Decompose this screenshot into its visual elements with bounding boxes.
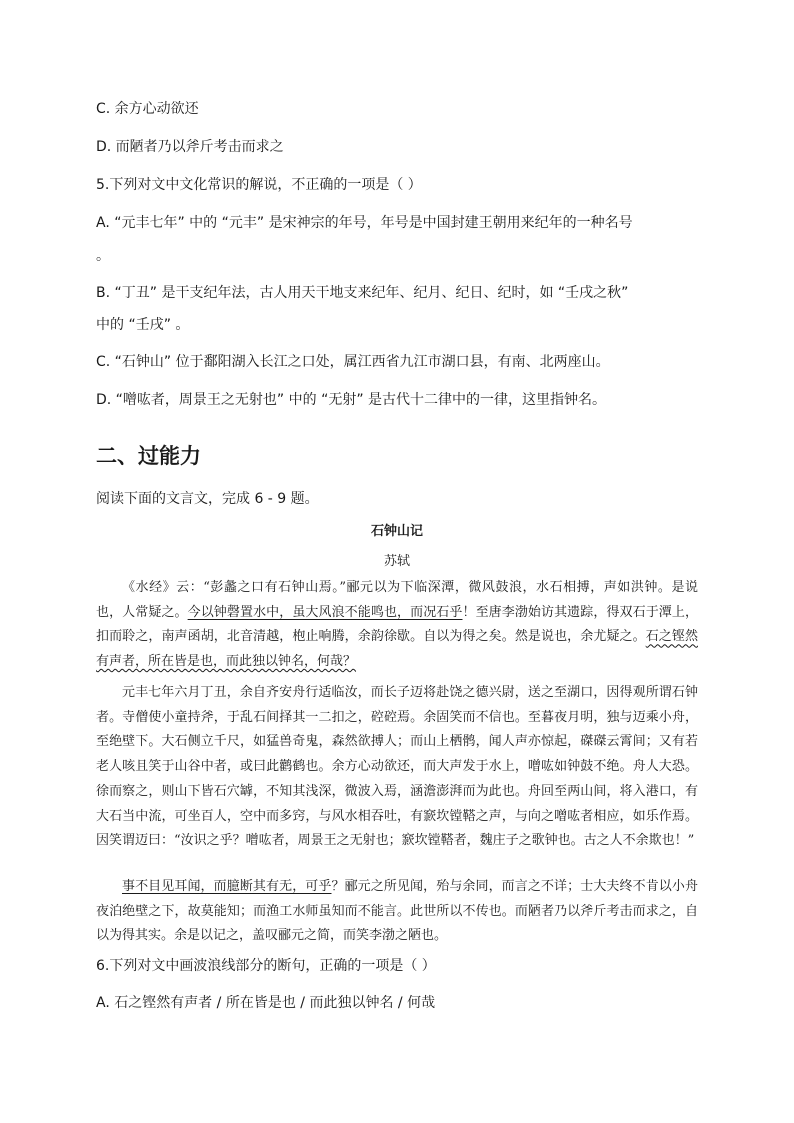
q5-option-a-line2: 。: [96, 248, 110, 264]
q5-stem: 5.下列对文中文化常识的解说，不正确的一项是（ ）: [96, 177, 422, 193]
q6-option-a: A. 石之铿然有声者 / 所在皆是也 / 而此独以钟名 / 何哉: [96, 995, 436, 1011]
passage-p3-text: ？郦元之所见闻，殆与余同，而言之不详；士大夫终不肯以小舟夜泊绝壁之下，故莫能知；而渔工水师虽知而不能言。此世所以不传也。而陋者乃以斧斤考击而求之，自以为得其实。余是以记之，盖叹郦元之简，而笑李渤之陋也。: [96, 879, 698, 944]
passage-author: 苏轼: [383, 554, 410, 569]
q5-option-b-line1: B. “丁丑” 是干支纪年法，古人用天干地支来纪年、纪月、纪日、纪时，如 “壬戌之秋”: [96, 285, 629, 301]
q5-option-c: C. “石钟山” 位于鄱阳湖入长江之口处，属江西省九江市湖口县，有南、北两座山。: [96, 354, 610, 370]
q5-option-d: D. “噌吰者，周景王之无射也” 中的 “无射” 是古代十二律中的一律，这里指钟名。: [96, 392, 607, 408]
passage-p1-text-2: ！至唐李渤始访其遗踪，得双石于潭上，扣而聆之，南声函胡，北音清越，枹止响腾，余韵徐歇。自以为得之矣。然是说也，余尤疑之。: [96, 604, 698, 645]
q6-stem: 6.下列对文中画波浪线部分的断句，正确的一项是（ ）: [96, 958, 436, 974]
section-heading: 二、过能力: [96, 444, 201, 468]
q5-option-a-line1: A. “元丰七年” 中的 “元丰” 是宋神宗的年号，年号是中国封建王朝用来纪年的一种名号: [96, 215, 633, 231]
q4-option-d: D. 而陋者乃以斧斤考击而求之: [96, 139, 284, 155]
passage-p1-text-1: 《水经》云：“彭蠡之口有石钟山焉。”郦元以为下临深潭，微风鼓浪，水石相搏，声如洪钟。是说也，人常疑之。: [96, 580, 698, 620]
passage-title: 石钟山记: [370, 524, 423, 539]
passage-paragraph-2: 元丰七年六月丁丑，余自齐安舟行适临汝，而长子迈将赴饶之德兴尉，送之至湖口，因得观所谓石钟者。寺僧使小童持斧，于乱石间择其一二扣之，硿硿焉。余固笑而不信也。至暮夜月明，独与迈乘小舟，至绝壁下。大石侧立千尺，如猛兽奇鬼，森然欲搏人；而山上栖鹘，闻人声亦惊起，磔磔云霄间；又有若老人咳且笑于山谷中者，或曰此鹳鹤也。余方心动欲还，而大声发于水上，噌吰如钟鼓不绝。舟人大恐。徐而察之，则山下皆石穴罅，不知其浅深，微波入焉，涵澹澎湃而为此也。舟回至两山间，将入港口，有大石当中流，可坐百人，空中而多窍，与风水相吞吐，有窾坎镗鞳之声，与向之噌吰者相应，如乐作焉。因笑谓迈曰：“汝识之乎？噌吰者，周景王之无射也；窾坎镗鞳者，魏庄子之歌钟也。古之人不余欺也！”: [96, 685, 698, 849]
straight-underlined-question: 事不目见耳闻，而臆断其有无，可乎: [122, 879, 332, 894]
q4-option-c: C. 余方心动欲还: [96, 101, 199, 117]
straight-underlined-sentence: 今以钟磬置水中，虽大风浪不能鸣也，而况石乎: [187, 604, 463, 620]
passage-paragraph-1: [96, 576, 698, 675]
wavy-underlined-sentence: 石之铿然有声者，所在皆是也，而此独以钟名，何哉？: [96, 629, 698, 670]
q5-option-b-line2: 中的 “壬戌” 。: [96, 317, 190, 333]
section-instruction: 阅读下面的文言文，完成 6 - 9 题。: [96, 491, 319, 507]
passage-paragraph-3: [96, 875, 698, 949]
